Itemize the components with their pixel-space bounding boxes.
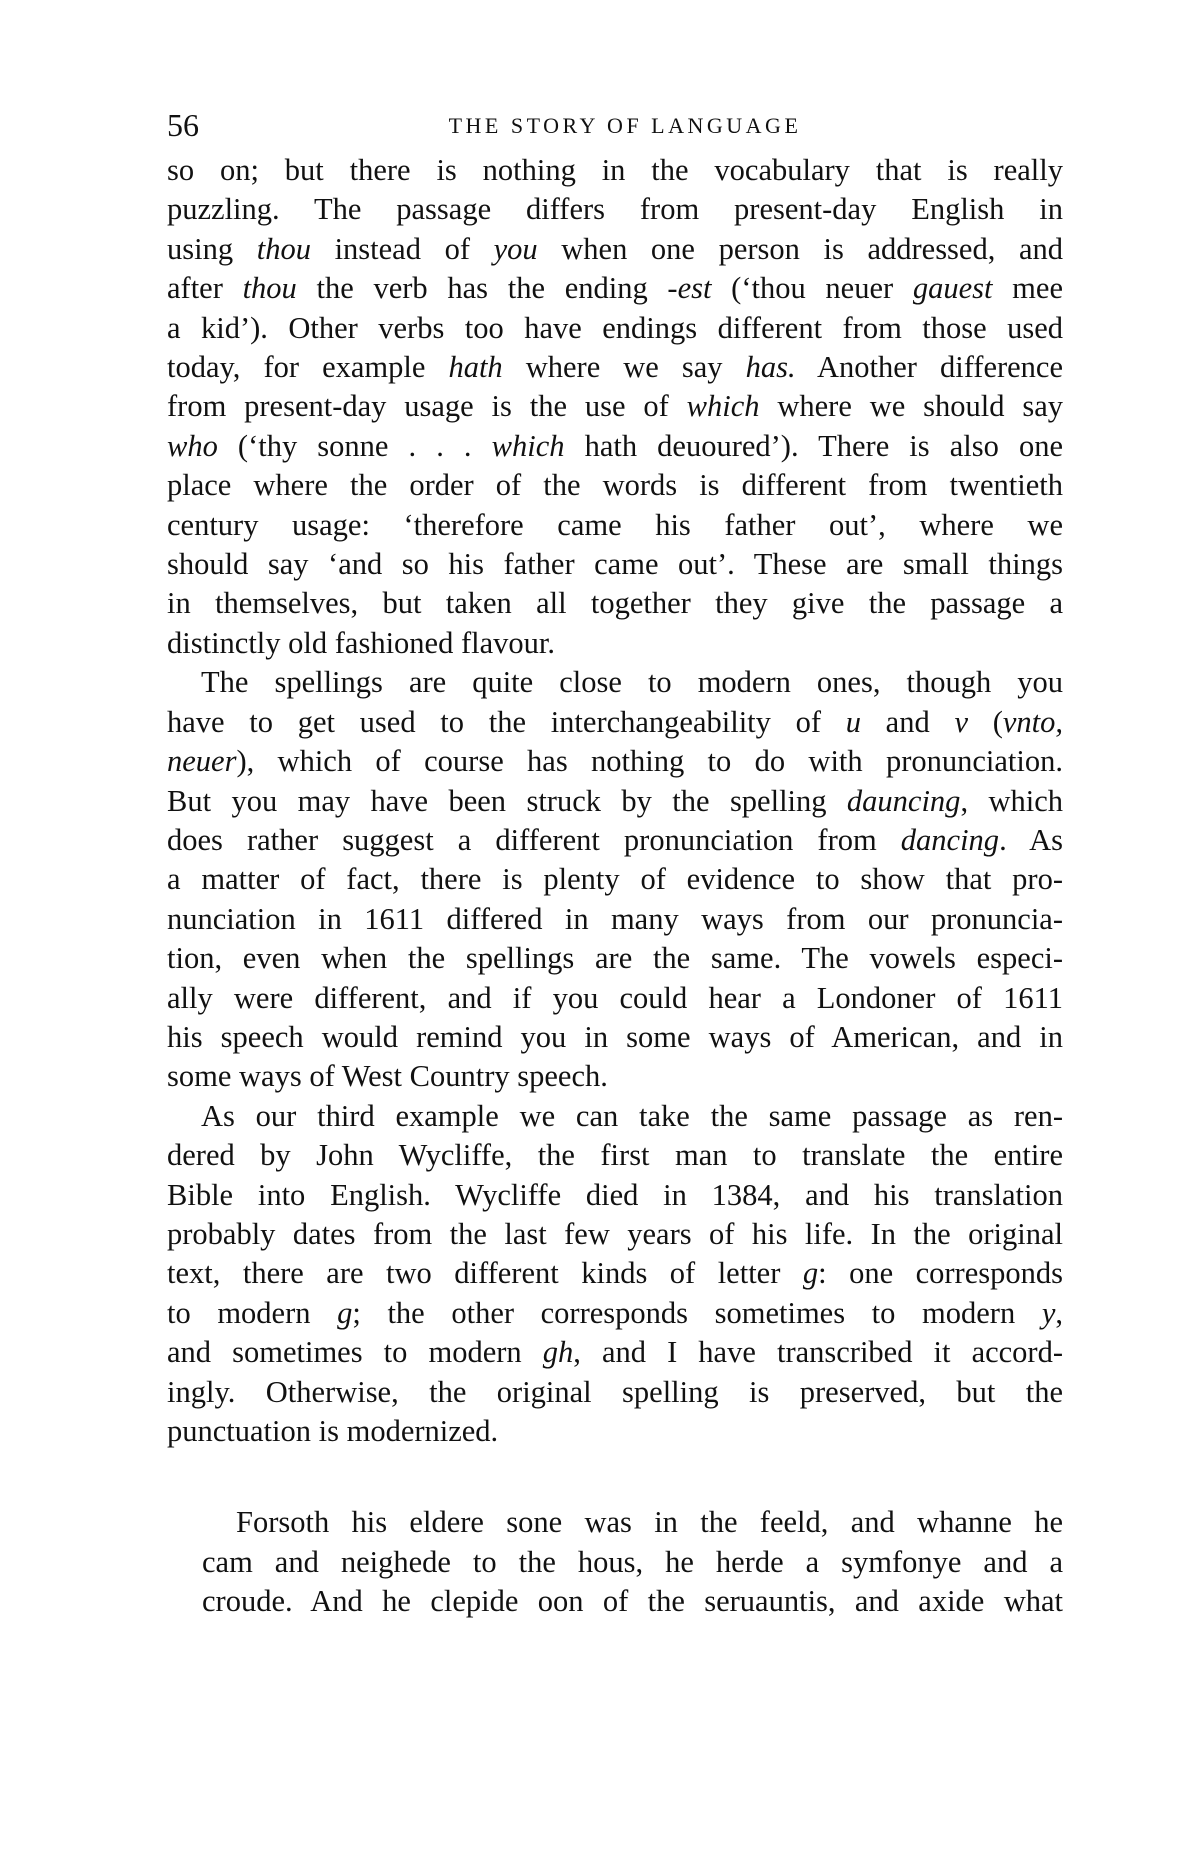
italic-text: v (954, 704, 968, 739)
text-line: puzzling. The passage differs from present-day English in (167, 192, 1063, 227)
text-line: so on; but there is nothing in the vocabulary that is really (167, 153, 1063, 187)
italic-text: g (337, 1295, 353, 1330)
text-line: croude. And he clepide oon of the seruauntis, and axide what (202, 1584, 1063, 1619)
text-line: Bible into English. Wycliffe died in 1384, and his translation (167, 1177, 1063, 1212)
italic-text: -est (667, 271, 712, 306)
paragraph-1 (167, 151, 1063, 663)
text-line: today, for example hath where we say has. Another difference (167, 350, 1064, 385)
paragraph-2 (167, 663, 1063, 1096)
text-line: to modern g; the other corresponds sometimes to modern y, (167, 1295, 1063, 1330)
body-text (167, 151, 1063, 1451)
italic-text: vnto, (1002, 704, 1063, 739)
italic-text: which (686, 389, 760, 424)
text-line: a kid’). Other verbs too have endings different from those used (167, 310, 1063, 345)
text-line: should say ‘and so his father came out’. These are small things (167, 547, 1063, 582)
text-line: his speech would remind you in some ways of American, and in (167, 1019, 1063, 1054)
text-line: Forsoth his eldere sone was in the feeld, and whanne he (236, 1505, 1063, 1540)
italic-text: thou (256, 231, 311, 266)
italic-text: dauncing (846, 783, 961, 818)
text-line: cam and neighede to the hous, he herde a symfonye and a (202, 1544, 1063, 1579)
text-line: century usage: ‘therefore came his father out’, where we (167, 507, 1063, 542)
italic-text: you (493, 231, 538, 266)
running-head (167, 105, 1063, 151)
italic-text: hath (448, 350, 503, 385)
text-line: probably dates from the last few years of his life. In the original (167, 1216, 1063, 1251)
italic-text: who (167, 428, 218, 463)
text-line: tion, even when the spellings are the same. The vowels especi- (167, 941, 1063, 976)
italic-text: u (845, 704, 861, 739)
page-number: 56 (167, 107, 199, 143)
text-line: and sometimes to modern gh, and I have transcribed it accord- (167, 1335, 1064, 1370)
quoted-passage (202, 1503, 1063, 1621)
italic-text: gauest (912, 271, 993, 306)
paragraph-3 (167, 1097, 1063, 1452)
text-line: nunciation in 1611 differed in many ways from our pronuncia- (167, 901, 1063, 936)
italic-text: neuer (167, 744, 237, 779)
text-line: in themselves, but taken all together they give the passage a (167, 586, 1063, 621)
italic-text: gh (542, 1335, 574, 1370)
text-line: a matter of fact, there is plenty of evidence to show that pro- (167, 862, 1063, 897)
text-line: ingly. Otherwise, the original spelling is preserved, but the (167, 1374, 1063, 1409)
text-line: punctuation is modernized. (167, 1414, 499, 1448)
italic-text: dancing (900, 822, 1000, 857)
text-line: from present-day usage is the use of which where we should say (167, 389, 1064, 424)
italic-text: thou (242, 271, 297, 306)
text-line: have to get used to the interchangeability of u and v (vnto, (167, 704, 1063, 739)
text-line: using thou instead of you when one person is addressed, and (167, 231, 1063, 266)
text-line: dered by John Wycliffe, the first man to translate the entire (167, 1138, 1063, 1173)
book-page (167, 105, 1063, 1622)
text-line: But you may have been struck by the spelling dauncing, which (167, 783, 1063, 818)
text-line: As our third example we can take the same passage as ren- (201, 1098, 1063, 1133)
italic-text: g (802, 1256, 819, 1291)
text-line: distinctly old fashioned flavour. (167, 625, 555, 660)
text-line: place where the order of the words is different from twentieth (167, 468, 1063, 503)
text-line: text, there are two different kinds of letter g: one corresponds (167, 1256, 1063, 1291)
text-line: ally were different, and if you could hear a Londoner of 1611 (167, 980, 1063, 1015)
italic-text: has. (745, 350, 796, 385)
text-line: who (‘thy sonne . . . which hath deuoured’). There is also one (167, 428, 1063, 463)
text-line: some ways of West Country speech. (167, 1059, 608, 1094)
text-line: after thou the verb has the ending -est (‘thou neuer gauest mee (167, 271, 1063, 306)
italic-text: which (491, 428, 565, 463)
italic-text: y (1041, 1295, 1056, 1330)
running-title: THE STORY OF LANGUAGE (448, 113, 802, 138)
text-line: The spellings are quite close to modern ones, though you (201, 665, 1063, 700)
text-line: neuer), which of course has nothing to do with pronunciation. (167, 744, 1063, 779)
text-line: does rather suggest a different pronunciation from dancing. As (167, 822, 1063, 857)
